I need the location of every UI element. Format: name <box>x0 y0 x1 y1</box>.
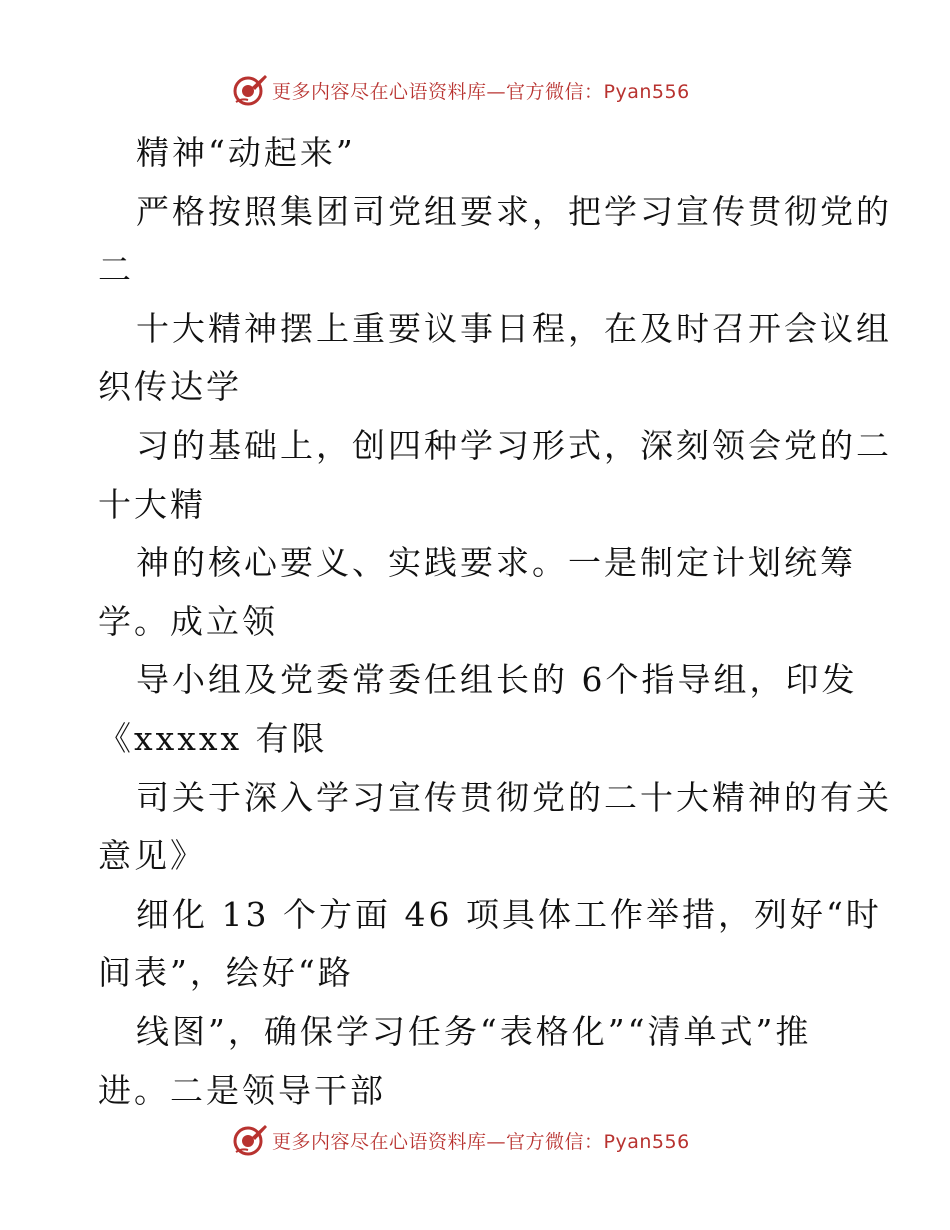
body-text-line: 严格按照集团司党组要求，把学习宣传贯彻党的 <box>136 191 892 231</box>
header-banner-text: 更多内容尽在心语资料库—官方微信：Pyan556 <box>272 80 690 103</box>
body-text-line: 十大精神摆上重要议事日程，在及时召开会议组 <box>136 308 892 348</box>
body-text-line: 织传达学 <box>98 367 242 407</box>
footer-banner-text: 更多内容尽在心语资料库—官方微信：Pyan556 <box>272 1130 690 1153</box>
header-watermark-banner <box>232 70 690 110</box>
body-text-line: 二 <box>98 250 134 290</box>
body-text-line: 神的核心要义、实践要求。一是制定计划统筹 <box>136 543 856 583</box>
body-text-line: 精神“动起来” <box>136 133 356 172</box>
body-text-line: 学。成立领 <box>98 601 278 641</box>
document-body <box>98 124 892 1120</box>
body-text-line: 十大精 <box>98 484 206 524</box>
body-text-line: 线图”，确保学习任务“表格化”“清单式”推 <box>136 1011 812 1051</box>
pen-logo-icon <box>232 1122 268 1158</box>
pen-logo-icon <box>232 72 268 108</box>
body-text-line: 习的基础上，创四种学习形式，深刻领会党的二 <box>136 425 892 465</box>
header-wechat-id: Pyan556 <box>603 80 690 103</box>
body-text-line: 意见》 <box>98 836 206 876</box>
footer-wechat-id: Pyan556 <box>603 1130 690 1153</box>
body-text-line: 细化 13 个方面 46 项具体工作举措，列好“时 <box>136 894 882 934</box>
footer-watermark-banner <box>232 1120 690 1160</box>
body-text-line: 《xxxxx 有限 <box>98 718 328 758</box>
body-text-line: 司关于深入学习宣传贯彻党的二十大精神的有关 <box>136 777 892 817</box>
body-text-line: 进。二是领导干部 <box>98 1070 386 1110</box>
body-text-line: 间表”，绘好“路 <box>98 953 354 993</box>
body-text-line: 导小组及党委常委任组长的 6个指导组，印发 <box>136 660 858 700</box>
